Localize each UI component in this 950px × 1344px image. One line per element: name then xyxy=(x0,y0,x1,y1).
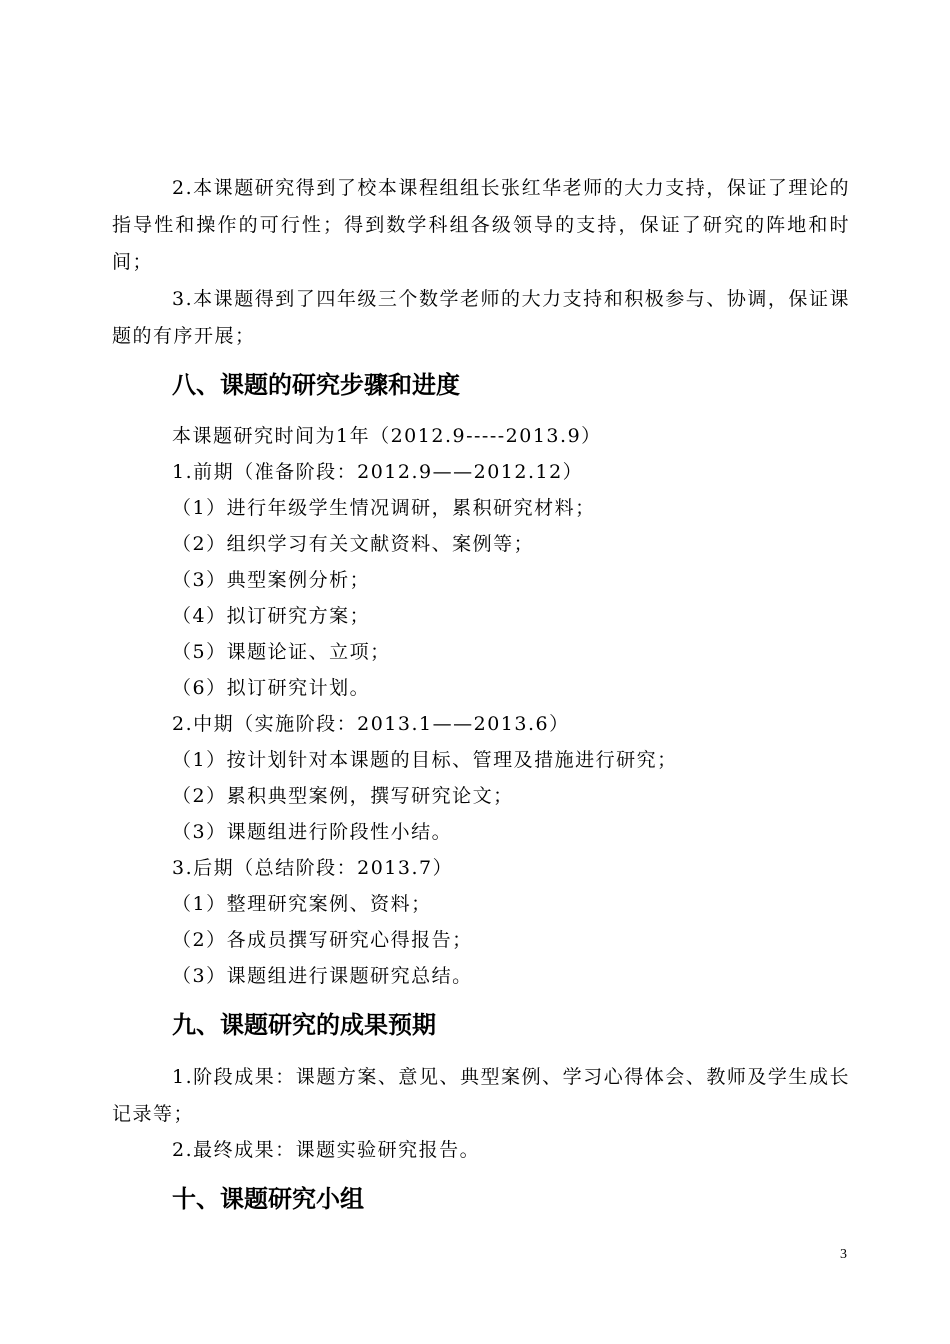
section-8-line: 2.中期（实施阶段：2013.1——2013.6） xyxy=(172,713,570,735)
section-8-line: （3）典型案例分析； xyxy=(172,569,371,591)
section-8-line: （1）进行年级学生情况调研，累积研究材料； xyxy=(172,497,596,519)
section-8-line: （6）拟订研究计划。 xyxy=(172,677,371,699)
section-8-line: （5）课题论证、立项； xyxy=(172,641,391,663)
section-9-heading: 九、课题研究的成果预期 xyxy=(172,1011,436,1039)
section-8-line: （1）整理研究案例、资料； xyxy=(172,893,432,915)
section-8-line: 1.前期（准备阶段：2012.9——2012.12） xyxy=(172,461,584,483)
outcome-paragraph-2: 2.最终成果：课题实验研究报告。 xyxy=(172,1139,481,1161)
support-paragraph-2: 2.本课题研究得到了校本课程组组长张红华老师的大力支持，保证了理论的指导性和操作的可行性；得到数学科组各级领导的支持，保证了研究的阵地和时间； xyxy=(112,177,850,273)
section-8-line: （2）各成员撰写研究心得报告； xyxy=(172,929,473,951)
section-8-line: （4）拟订研究方案； xyxy=(172,605,371,627)
section-8-line: （3）课题组进行阶段性小结。 xyxy=(172,821,453,843)
section-8-line: （2）组织学习有关文献资料、案例等； xyxy=(172,533,535,555)
page-number: 3 xyxy=(840,1247,847,1262)
section-8-line: 本课题研究时间为1年（2012.9-----2013.9） xyxy=(172,425,602,447)
outcome-paragraph-1: 1.阶段成果：课题方案、意见、典型案例、学习心得体会、教师及学生成长记录等； xyxy=(112,1066,850,1125)
section-8-line: 3.后期（总结阶段：2013.7） xyxy=(172,857,454,879)
section-8-line: （2）累积典型案例，撰写研究论文； xyxy=(172,785,514,807)
support-paragraph-3: 3.本课题得到了四年级三个数学老师的大力支持和积极参与、协调，保证课题的有序开展； xyxy=(112,288,850,347)
section-8-line: （3）课题组进行课题研究总结。 xyxy=(172,965,473,987)
section-8-line: （1）按计划针对本课题的目标、管理及措施进行研究； xyxy=(172,749,678,771)
section-8-heading: 八、课题的研究步骤和进度 xyxy=(172,371,460,399)
section-10-heading: 十、课题研究小组 xyxy=(172,1185,364,1213)
